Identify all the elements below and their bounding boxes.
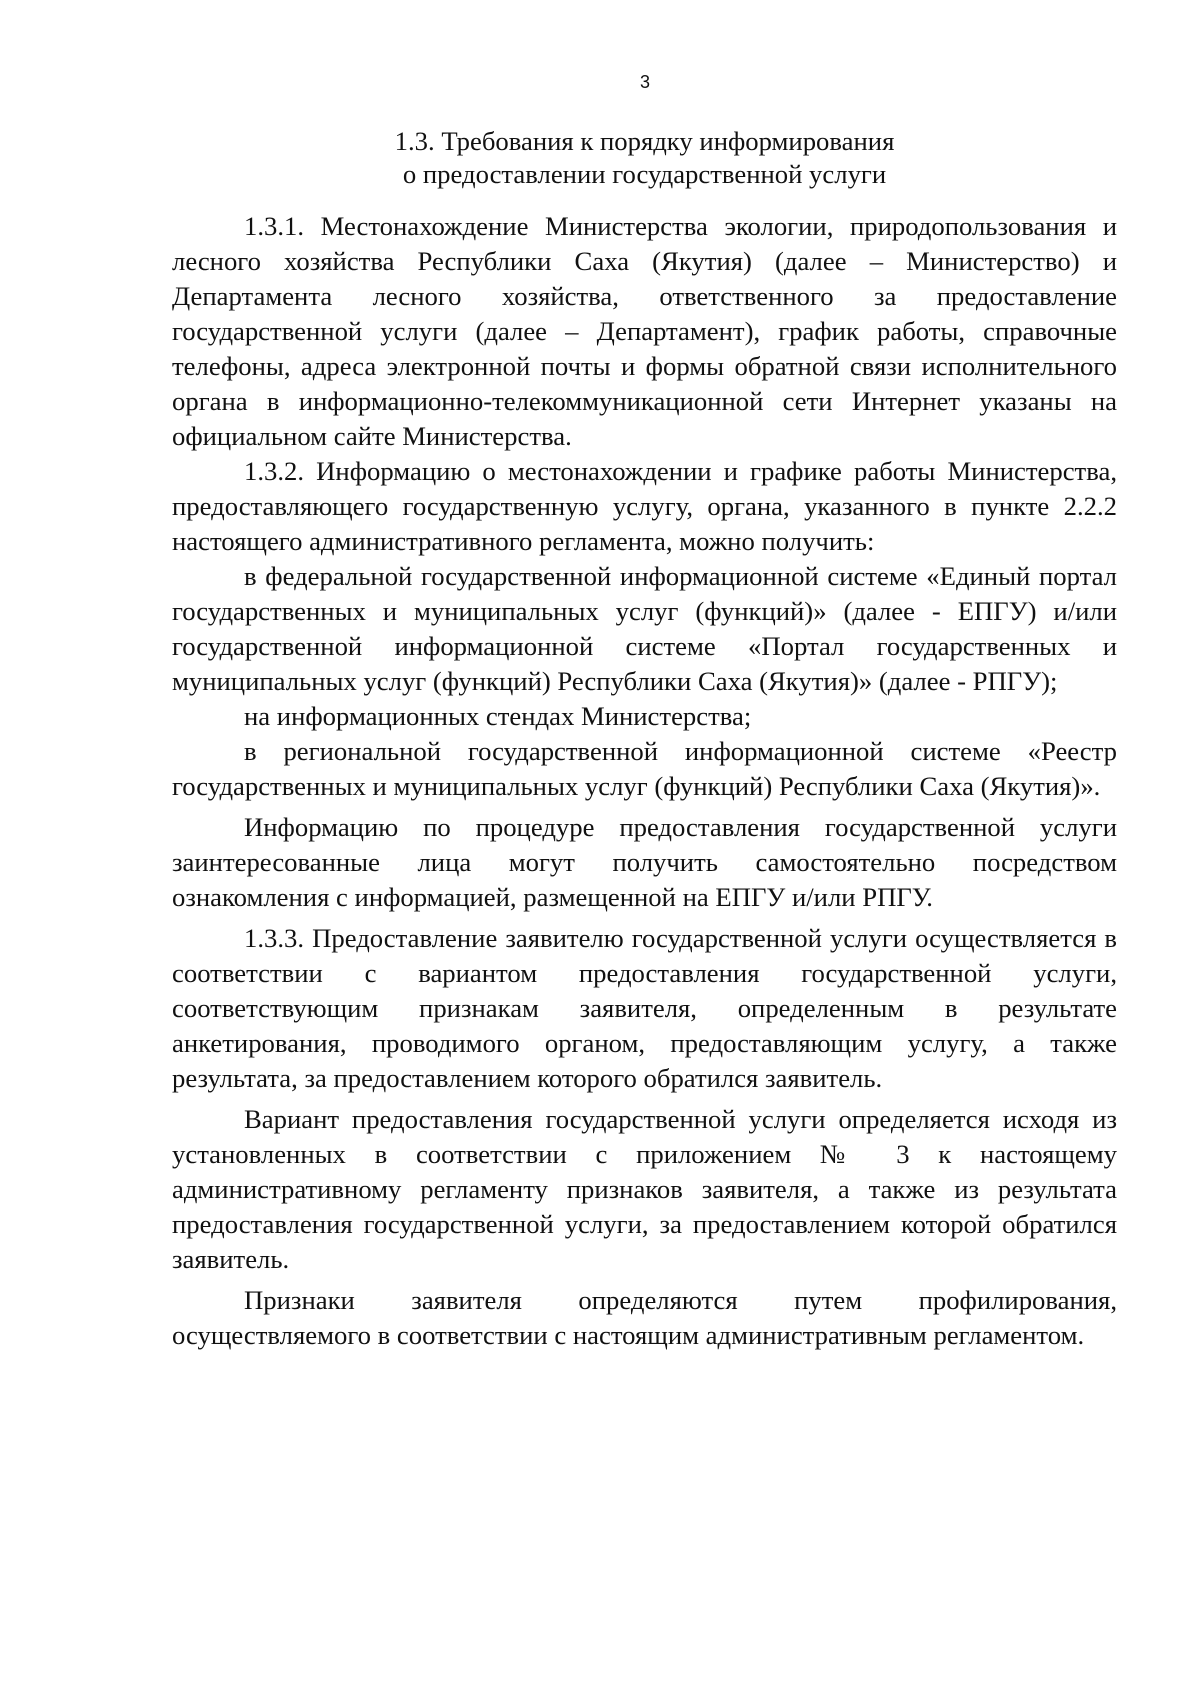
document-body [172, 125, 1117, 1353]
paragraph-service-variant: Вариант предоставления государственной услуги определяется исходя из установленных в соответствии с приложением № 3 к настоящему административному регламенту признаков заявителя, а также из результата предоставления государственной услуги, за предоставлением которой обратился заявитель. [172, 1104, 1117, 1274]
paragraph-info-stands: на информационных стендах Министерства; [244, 701, 752, 731]
paragraph-epgu-rpgu: в федеральной государственной информационной системе «Единый портал государственных и муниципальных услуг (функций)» (далее - ЕПГУ) и/или государственной информационной системе «Портал государственных и муниципальных услуг (функций) Республики Саха (Якутия)» (далее - РПГУ); [172, 561, 1117, 696]
paragraph-applicant-attributes: Признаки заявителя определяются путем профилирования, осуществляемого в соответствии с настоящим административным регламентом. [172, 1285, 1117, 1350]
page-number: 3 [639, 72, 650, 92]
paragraph-regional-registry: в региональной государственной информационной системе «Реестр государственных и муниципальных услуг (функций) Республики Саха (Якутия)». [172, 736, 1117, 801]
section-title-line-1: 1.3. Требования к порядку информирования [394, 126, 895, 156]
paragraph-1-3-3: 1.3.3. Предоставление заявителю государственной услуги осуществляется в соответствии с вариантом предоставления государственной услуги, соответствующим признакам заявителя, определенным в результате анкетирования, проводимого органом, предоставляющим услугу, а также результата, за предоставлением которого обратился заявитель. [172, 923, 1117, 1093]
section-title [172, 125, 1117, 191]
paragraph-procedure-info: Информацию по процедуре предоставления государственной услуги заинтересованные лица могут получить самостоятельно посредством ознакомления с информацией, размещенной на ЕПГУ и/или РПГУ. [172, 812, 1117, 912]
section-title-line-2: о предоставлении государственной услуги [402, 159, 887, 189]
paragraph-1-3-2: 1.3.2. Информацию о местонахождении и графике работы Министерства, предоставляющего государственную услугу, органа, указанного в пункте 2.2.2 настоящего административного регламента, можно получить: [172, 456, 1117, 556]
paragraph-1-3-1: 1.3.1. Местонахождение Министерства экологии, природопользования и лесного хозяйства Республики Саха (Якутия) (далее – Министерство) и Департамента лесного хозяйства, ответственного за предоставление государственной услуги (далее – Департамент), график работы, справочные телефоны, адреса электронной почты и формы обратной связи исполнительного органа в информационно-телекоммуникационной сети Интернет указаны на официальном сайте Министерства. [172, 211, 1117, 451]
